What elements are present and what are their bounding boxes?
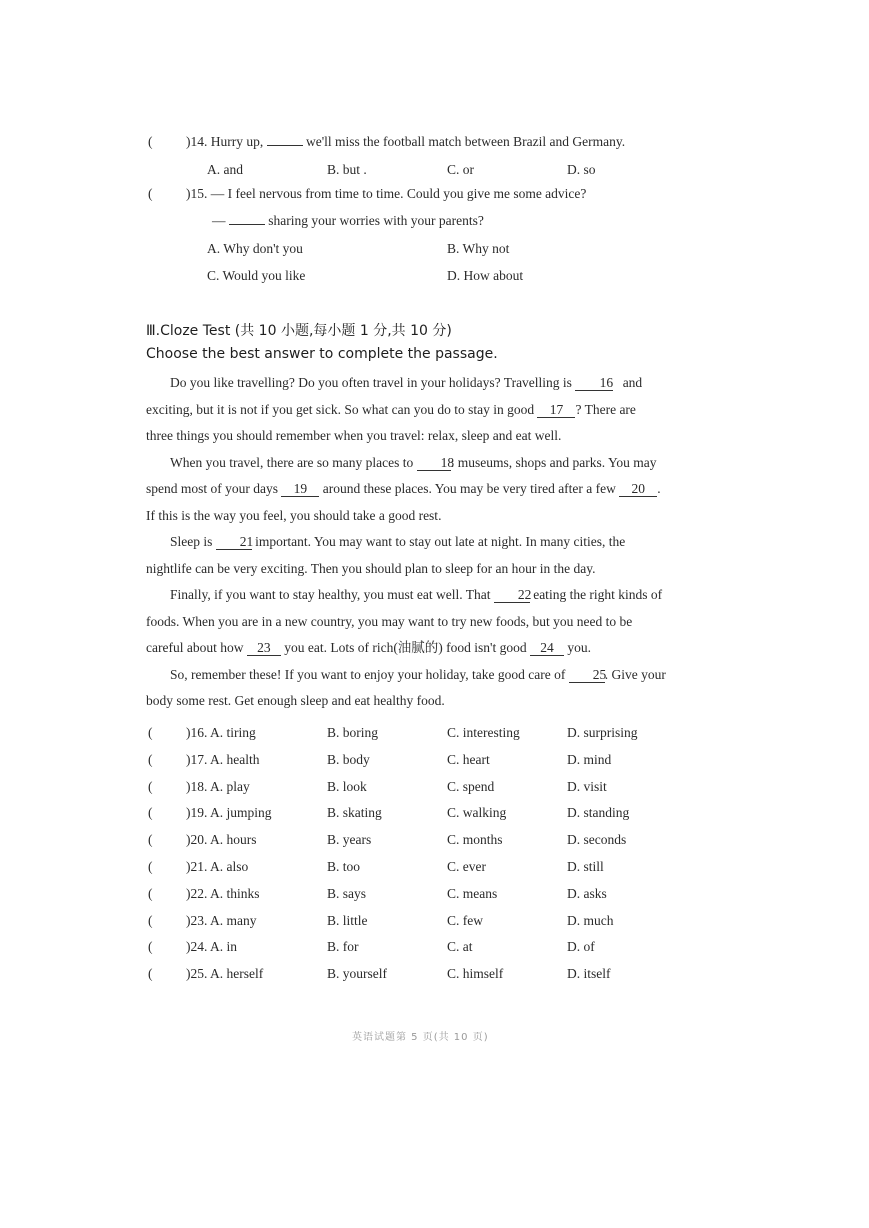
q17-option-d: D. mind <box>567 752 612 767</box>
q15-option-a: A. Why don't you <box>207 241 303 256</box>
q19-option-b: B. skating <box>327 805 382 820</box>
q20-option-a: )20. A. hours <box>186 832 257 847</box>
blank-22: 22 <box>494 588 530 603</box>
passage-p2-line3: If this is the way you feel, you should take a good rest. <box>146 507 442 523</box>
q18-answer-paren: ( <box>148 779 153 794</box>
blank-18: 18 <box>417 456 451 471</box>
section-instruction: Choose the best answer to complete the passage. <box>146 346 498 362</box>
q17-option-b: B. body <box>327 752 370 767</box>
q25-option-c: C. himself <box>447 966 504 981</box>
q21-option-d: D. still <box>567 859 604 874</box>
q21-option-b: B. too <box>327 859 361 874</box>
passage-p3-line1: Sleep is 21 important. You may want to stay out late at night. In many cities, the <box>170 534 626 549</box>
question-15-reply: — sharing your worries with your parents? <box>212 213 484 228</box>
passage-p3-line2: nightlife can be very exciting. Then you should plan to sleep for an hour in the day. <box>146 560 596 576</box>
q22-option-c: C. means <box>447 886 498 901</box>
question-14-stem: )14. Hurry up, we'll miss the football match between Brazil and Germany. <box>186 134 626 149</box>
q18-option-b: B. look <box>327 779 367 794</box>
q23-answer-paren: ( <box>148 913 153 928</box>
q23-option-a: )23. A. many <box>186 913 257 928</box>
q20-option-b: B. years <box>327 832 372 847</box>
q19-option-d: D. standing <box>567 805 630 820</box>
q23-option-d: D. much <box>567 913 614 928</box>
q24-option-a: )24. A. in <box>186 939 238 954</box>
q24-option-d: D. of <box>567 939 595 954</box>
passage-p4-line3: careful about how 23 you eat. Lots of rich(油腻的) food isn't good 24 you. <box>146 640 591 655</box>
blank-24: 24 <box>530 641 564 656</box>
q21-answer-paren: ( <box>148 859 153 874</box>
blank-19: 19 <box>281 482 319 497</box>
question-15-stem: )15. — I feel nervous from time to time. Could you give me some advice? <box>186 186 587 201</box>
passage-p2-line1: When you travel, there are so many places to 18: museums, shops and parks. You may <box>170 454 657 470</box>
q22-option-b: B. says <box>327 886 367 901</box>
blank-17: 17 <box>537 403 575 418</box>
q15-option-d: D. How about <box>447 268 524 283</box>
q25-answer-paren: ( <box>148 966 153 981</box>
blank-25: 25 <box>569 668 605 683</box>
q16-option-b: B. boring <box>327 725 379 740</box>
q14-option-b: B. but . <box>327 162 367 177</box>
q23-option-c: C. few <box>447 913 483 928</box>
q25-option-d: D. itself <box>567 966 611 981</box>
q21-option-a: )21. A. also <box>186 859 249 874</box>
passage-p4-line2: foods. When you are in a new country, you may want to try new foods, but you need to be <box>146 613 633 629</box>
q19-answer-paren: ( <box>148 805 153 820</box>
passage-p5-line2: body some rest. Get enough sleep and eat healthy food. <box>146 693 445 708</box>
blank-15 <box>229 224 265 225</box>
passage-p1-line2: exciting, but it is not if you get sick. So what can you do to stay in good 17 ? There are <box>146 401 636 417</box>
q22-option-a: )22. A. thinks <box>186 886 260 901</box>
page-footer: 英语试题第 5 页(共 10 页) <box>352 1032 489 1043</box>
q18-option-c: C. spend <box>447 779 495 794</box>
q17-option-c: C. heart <box>447 752 490 767</box>
blank-14 <box>267 145 303 146</box>
passage-p5-line1: So, remember these! If you want to enjoy your holiday, take good care of 25. Give your <box>170 666 666 682</box>
q20-option-c: C. months <box>447 832 503 847</box>
passage-p1-line3: three things you should remember when you travel: relax, sleep and eat well. <box>146 428 562 443</box>
q25-option-a: )25. A. herself <box>186 966 264 981</box>
blank-20: 20 <box>619 482 657 497</box>
blank-16: 16 <box>575 376 613 391</box>
q24-option-c: C. at <box>447 939 473 954</box>
q16-option-d: D. surprising <box>567 725 638 740</box>
q21-option-c: C. ever <box>447 859 486 874</box>
q16-option-c: C. interesting <box>447 725 520 740</box>
q20-option-d: D. seconds <box>567 832 627 847</box>
passage-p2-line2: spend most of your days 19 around these places. You may be very tired after a few 20 . <box>146 481 661 496</box>
q22-answer-paren: ( <box>148 886 153 901</box>
q18-option-a: )18. A. play <box>186 779 250 794</box>
q22-option-d: D. asks <box>567 886 607 901</box>
q19-option-a: )19. A. jumping <box>186 805 272 820</box>
q16-answer-paren: ( <box>148 725 153 740</box>
passage-p1-line1: Do you like travelling? Do you often travel in your holidays? Travelling is 16 and <box>170 375 643 390</box>
q24-answer-paren: ( <box>148 939 153 954</box>
q14-option-d: D. so <box>567 162 596 177</box>
q24-option-b: B. for <box>327 939 359 954</box>
answer-paren-14: ( <box>148 134 153 149</box>
blank-23: 23 <box>247 641 281 656</box>
q17-answer-paren: ( <box>148 752 153 767</box>
q25-option-b: B. yourself <box>327 966 387 981</box>
q15-option-c: C. Would you like <box>207 268 306 283</box>
q17-option-a: )17. A. health <box>186 752 260 767</box>
q19-option-c: C. walking <box>447 805 507 820</box>
q18-option-d: D. visit <box>567 779 607 794</box>
section-title: Ⅲ.Cloze Test (共 10 小题,每小题 1 分,共 10 分) <box>146 323 452 339</box>
q14-option-a: A. and <box>207 162 243 177</box>
blank-21: 21 <box>216 535 252 550</box>
passage-p4-line1: Finally, if you want to stay healthy, you must eat well. That 22 eating the right kinds of <box>170 587 663 602</box>
answer-paren-15: ( <box>148 186 153 201</box>
q16-option-a: )16. A. tiring <box>186 725 256 740</box>
passage <box>146 370 724 715</box>
q20-answer-paren: ( <box>148 832 153 847</box>
q23-option-b: B. little <box>327 913 368 928</box>
q15-option-b: B. Why not <box>447 241 510 256</box>
q14-option-c: C. or <box>447 162 474 177</box>
